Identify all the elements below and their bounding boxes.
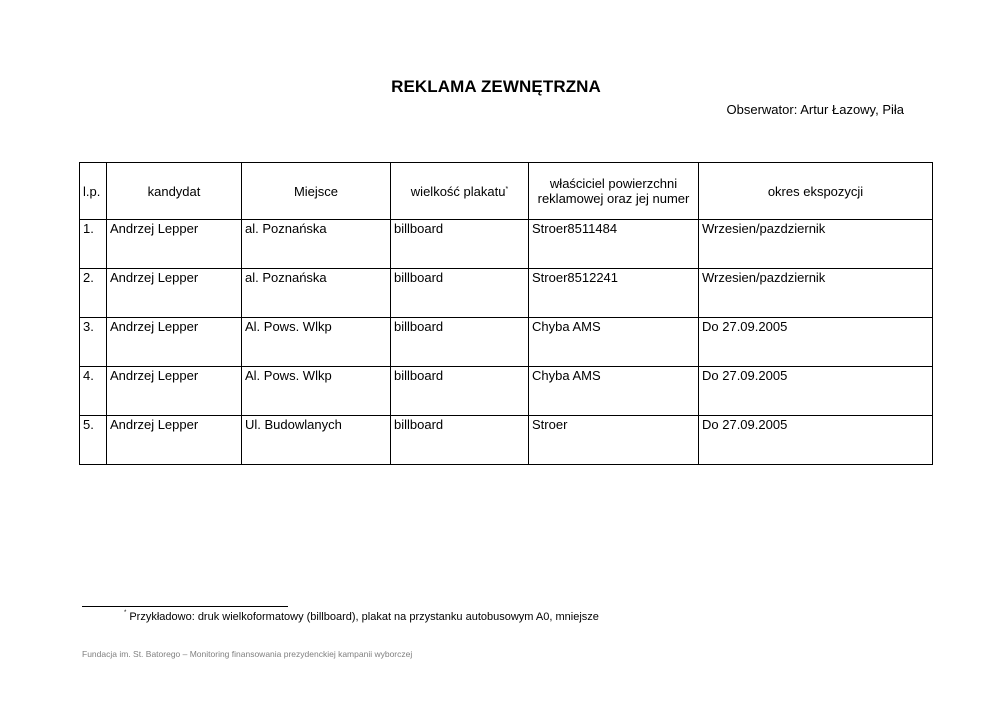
cell-size: billboard <box>391 318 529 367</box>
cell-place: al. Poznańska <box>242 220 391 269</box>
cell-period: Do 27.09.2005 <box>699 416 933 465</box>
footnote <box>124 611 599 623</box>
cell-place: Ul. Budowlanych <box>242 416 391 465</box>
cell-candidate: Andrzej Lepper <box>107 269 242 318</box>
table-header-row <box>80 163 933 220</box>
header-candidate: kandydat <box>107 163 242 220</box>
observer-line: Obserwator: Artur Łazowy, Piła <box>726 102 904 117</box>
cell-lp: 3. <box>80 318 107 367</box>
cell-size: billboard <box>391 416 529 465</box>
cell-period: Wrzesien/pazdziernik <box>699 220 933 269</box>
footnote-text: Przykładowo: druk wielkoformatowy (billboard), plakat na przystanku autobusowym A0, mniejsze <box>129 611 599 623</box>
cell-place: al. Poznańska <box>242 269 391 318</box>
table-row <box>80 220 933 269</box>
cell-owner: Stroer8512241 <box>529 269 699 318</box>
cell-candidate: Andrzej Lepper <box>107 416 242 465</box>
header-size-label: wielkość plakatu <box>410 183 506 199</box>
cell-place: Al. Pows. Wlkp <box>242 318 391 367</box>
footnote-separator <box>82 606 288 607</box>
table-row <box>80 367 933 416</box>
cell-size: billboard <box>391 367 529 416</box>
header-lp: l.p. <box>80 163 107 220</box>
cell-size: billboard <box>391 220 529 269</box>
footnote-marker: * <box>505 185 509 193</box>
page-footer: Fundacja im. St. Batorego – Monitoring finansowania prezydenckiej kampanii wyborczej <box>82 649 413 659</box>
cell-candidate: Andrzej Lepper <box>107 367 242 416</box>
cell-owner: Stroer8511484 <box>529 220 699 269</box>
table-row <box>80 269 933 318</box>
cell-period: Wrzesien/pazdziernik <box>699 269 933 318</box>
table-row <box>80 416 933 465</box>
header-size <box>391 163 529 220</box>
cell-candidate: Andrzej Lepper <box>107 318 242 367</box>
page-title: REKLAMA ZEWNĘTRZNA <box>391 77 601 96</box>
cell-period: Do 27.09.2005 <box>699 367 933 416</box>
cell-lp: 1. <box>80 220 107 269</box>
header-owner: właściciel powierzchni reklamowej oraz jej numer <box>529 163 699 220</box>
cell-lp: 4. <box>80 367 107 416</box>
billboard-table <box>79 162 933 465</box>
cell-period: Do 27.09.2005 <box>699 318 933 367</box>
cell-lp: 5. <box>80 416 107 465</box>
header-period: okres ekspozycji <box>699 163 933 220</box>
header-place: Miejsce <box>242 163 391 220</box>
cell-owner: Chyba AMS <box>529 318 699 367</box>
footnote-mark: * <box>124 610 127 616</box>
cell-owner: Stroer <box>529 416 699 465</box>
cell-owner: Chyba AMS <box>529 367 699 416</box>
cell-candidate: Andrzej Lepper <box>107 220 242 269</box>
cell-lp: 2. <box>80 269 107 318</box>
cell-place: Al. Pows. Wlkp <box>242 367 391 416</box>
cell-size: billboard <box>391 269 529 318</box>
table-row <box>80 318 933 367</box>
